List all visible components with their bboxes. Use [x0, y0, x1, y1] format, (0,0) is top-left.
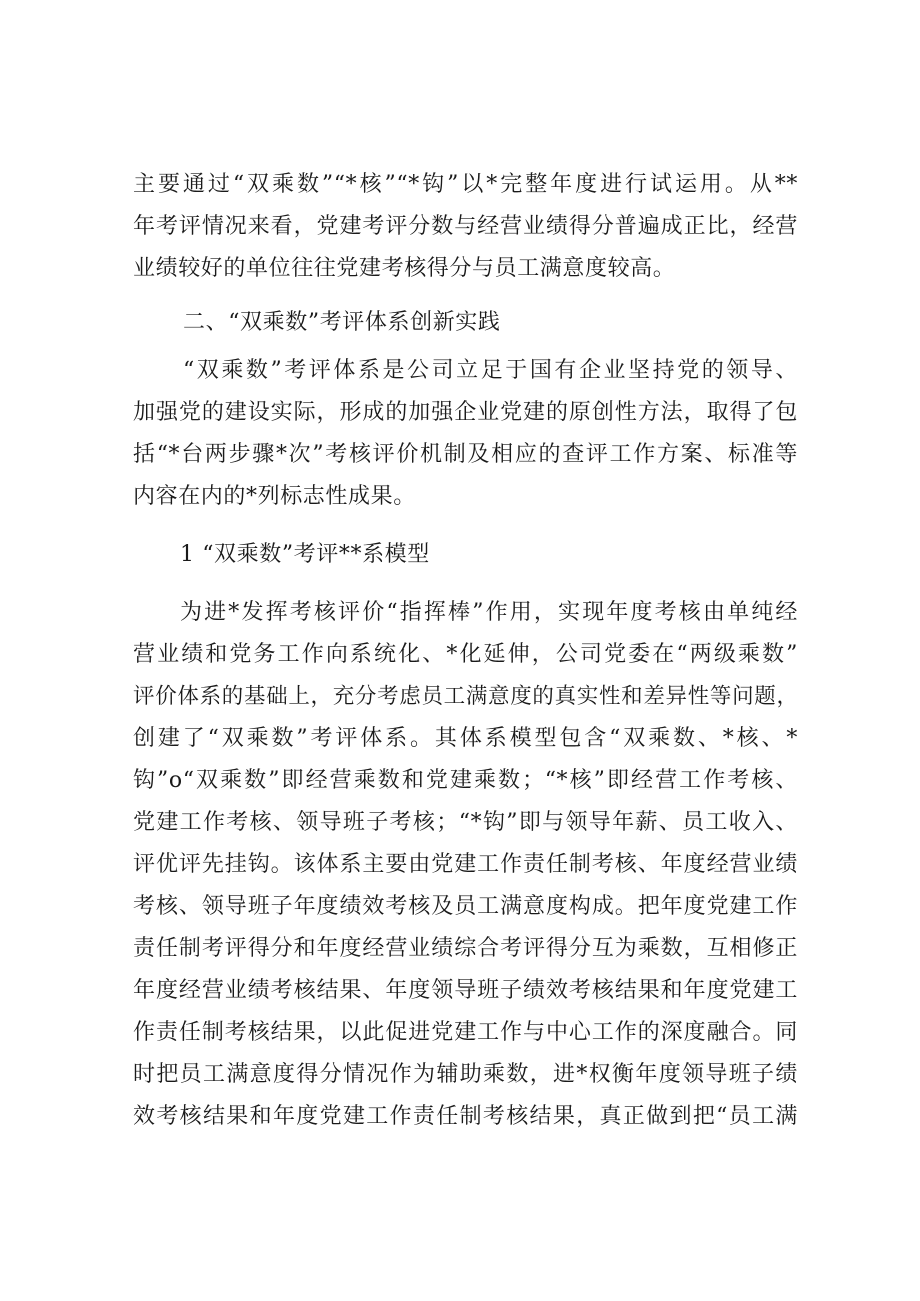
paragraph-line: 为进*发挥考核评价“指挥棒”作用，实现年度考核由单纯经 — [180, 600, 798, 625]
paragraph-line: 考核、领导班子年度绩效考核及员工满意度构成。把年度党建工作 — [133, 894, 798, 919]
paragraph-line: 主要通过“双乘数”“*核”“*钩”以*完整年度进行试运用。从** — [133, 172, 798, 197]
section-heading: 二、“双乘数”考评体系创新实践 — [183, 310, 501, 335]
paragraph-line: 年度经营业绩考核结果、年度领导班子绩效考核结果和年度党建工 — [133, 978, 798, 1003]
paragraph-line: 内容在内的*列标志性成果。 — [133, 484, 416, 509]
paragraph-line: 括“*台两步骤*次”考核评价机制及相应的查评工作方案、标准等 — [133, 442, 798, 467]
paragraph-line: 党建工作考核、领导班子考核；“*钩”即与领导年薪、员工收入、 — [133, 810, 798, 835]
paragraph-line: 年考评情况来看，党建考评分数与经营业绩得分普遍成正比，经营 — [133, 214, 798, 239]
paragraph-line: 营业绩和党务工作向系统化、*化延伸，公司党委在“两级乘数” — [133, 642, 798, 667]
paragraph-line: 加强党的建设实际，形成的加强企业党建的原创性方法，取得了包 — [133, 400, 798, 425]
subsection-heading: 1 “双乘数”考评**系模型 — [180, 542, 430, 567]
paragraph-line: 业绩较好的单位往往党建考核得分与员工满意度较高。 — [133, 256, 676, 281]
paragraph-line: 钩”o“双乘数”即经营乘数和党建乘数；“*核”即经营工作考核、 — [133, 768, 798, 793]
paragraph-line: 时把员工满意度得分情况作为辅助乘数，进*权衡年度领导班子绩 — [133, 1062, 798, 1087]
paragraph-line: “双乘数”考评体系是公司立足于国有企业坚持党的领导、 — [183, 358, 798, 383]
paragraph-line: 作责任制考核结果，以此促进党建工作与中心工作的深度融合。同 — [133, 1020, 798, 1045]
paragraph-line: 责任制考评得分和年度经营业绩综合考评得分互为乘数，互相修正 — [133, 936, 798, 961]
paragraph-line: 评优评先挂钩。该体系主要由党建工作责任制考核、年度经营业绩 — [133, 852, 798, 877]
paragraph-line: 效考核结果和年度党建工作责任制考核结果，真正做到把“员工满 — [133, 1104, 798, 1129]
paragraph-line: 创建了“双乘数”考评体系。其体系模型包含“双乘数、*核、* — [133, 726, 798, 751]
paragraph-line: 评价体系的基础上，充分考虑员工满意度的真实性和差异性等问题， — [133, 684, 798, 709]
